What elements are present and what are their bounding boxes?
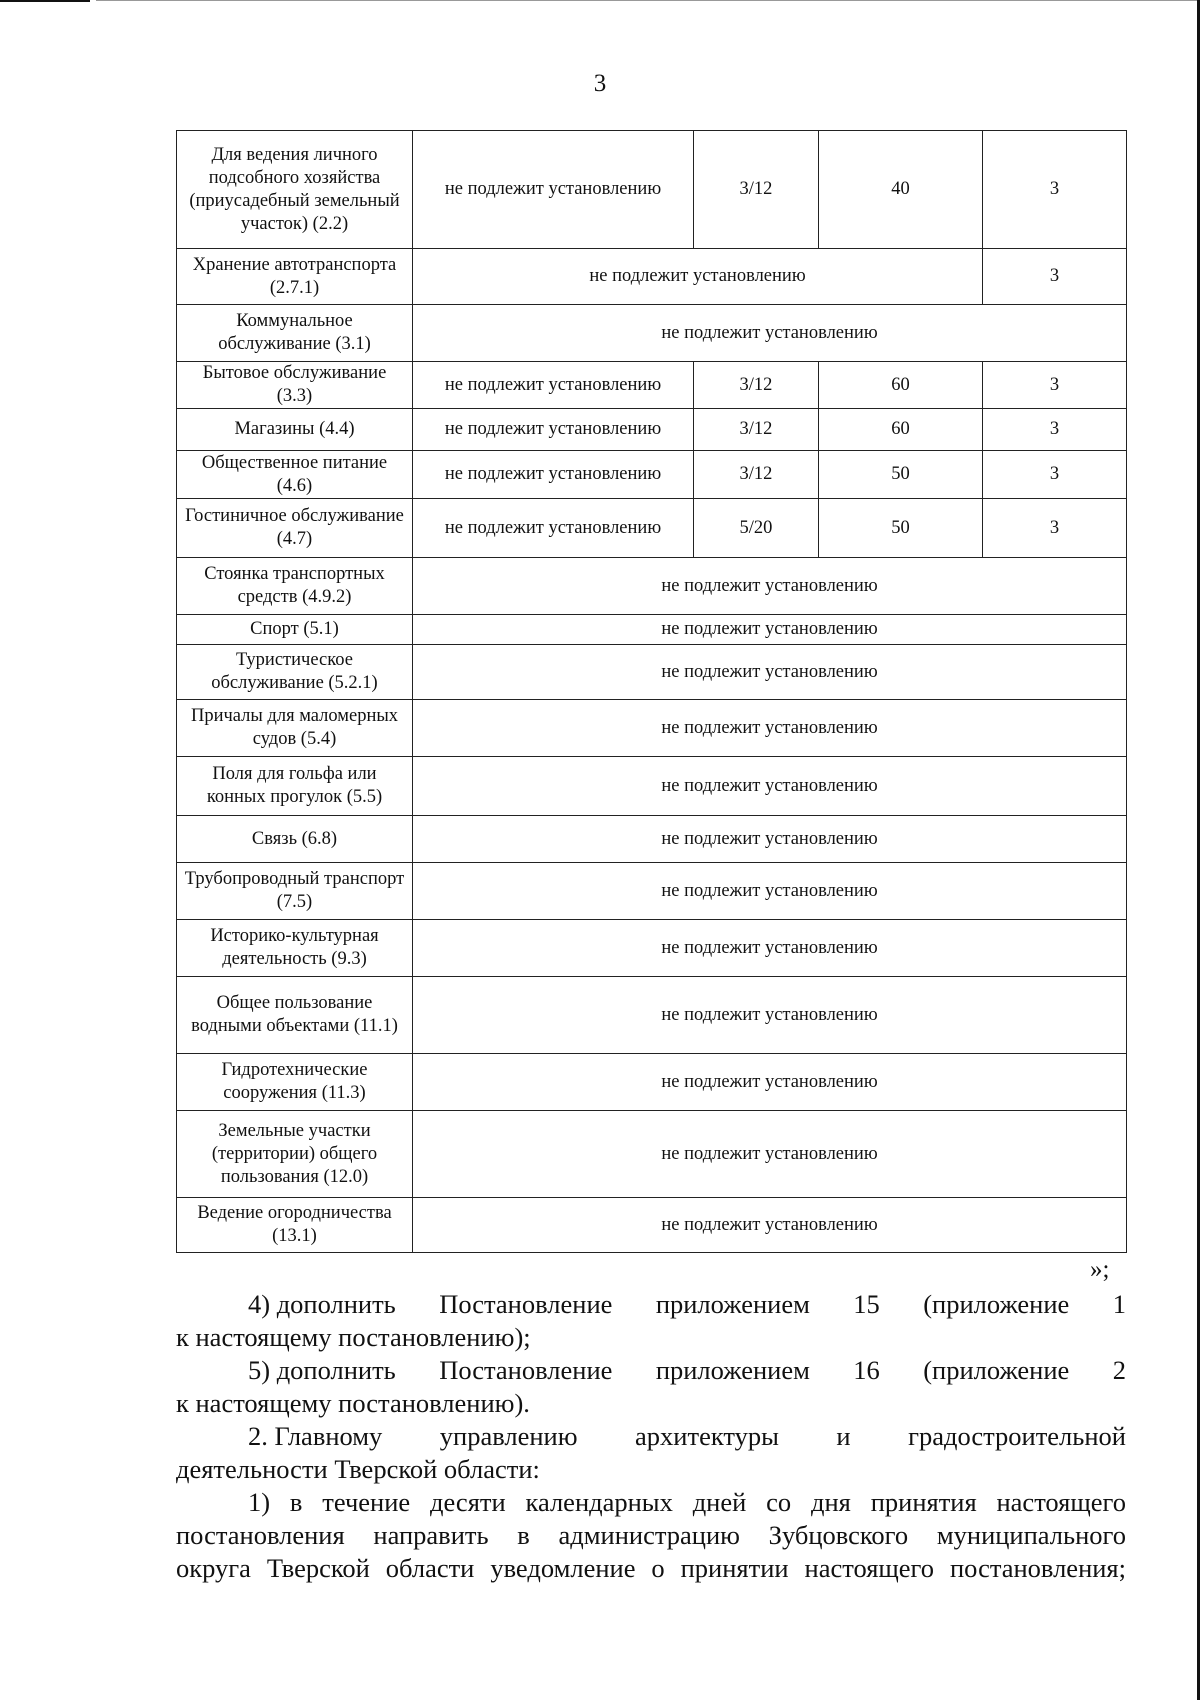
- merged-value-cell: не подлежит установлению: [413, 615, 1127, 645]
- merged-value-cell: не подлежит установлению: [413, 558, 1127, 615]
- scan-edge-top-thin: [96, 0, 1200, 1]
- table-row: [177, 305, 1127, 362]
- land-use-type-cell: Спорт (5.1): [177, 615, 413, 645]
- table-row: [177, 757, 1127, 816]
- coverage-percent-cell: 40: [819, 131, 983, 249]
- land-use-type-cell: Причалы для маломерных судов (5.4): [177, 700, 413, 757]
- paragraph-2-1-line-1: 1) в течение десяти календарных дней со дня принятия настоящего: [248, 1487, 1126, 1517]
- floors-height-cell: 5/20: [694, 499, 819, 558]
- paragraph-4-line-2: к настоящему постановлению);: [176, 1322, 531, 1352]
- table-row: [177, 558, 1127, 615]
- table-row: [177, 700, 1127, 757]
- paragraph-2-line-2: деятельности Тверской области:: [176, 1454, 540, 1484]
- building-parameter-cell: не подлежит установлению: [413, 409, 694, 451]
- table-row: [177, 409, 1127, 451]
- table-row: [177, 1054, 1127, 1111]
- paragraph-2-line-1: 2. Главному управлению архитектуры и градостроительной: [248, 1421, 1126, 1451]
- page-number: 3: [593, 70, 607, 97]
- closing-quote: »;: [1090, 1256, 1110, 1283]
- floors-height-cell: 3/12: [694, 451, 819, 499]
- paragraph-2-1-line-3: округа Тверской области уведомление о принятии настоящего постановления;: [176, 1553, 1126, 1583]
- land-use-type-cell: Общественное питание (4.6): [177, 451, 413, 499]
- land-use-type-cell: Земельные участки (территории) общего пользования (12.0): [177, 1111, 413, 1198]
- land-use-type-cell: Туристическое обслуживание (5.2.1): [177, 645, 413, 700]
- merged-value-cell: не подлежит установлению: [413, 757, 1127, 816]
- land-use-type-cell: Стоянка транспортных средств (4.9.2): [177, 558, 413, 615]
- scan-edge-top: [0, 0, 90, 2]
- table-row: [177, 816, 1127, 863]
- merged-value-cell: не подлежит установлению: [413, 249, 983, 305]
- table-row: [177, 920, 1127, 977]
- merged-value-cell: не подлежит установлению: [413, 700, 1127, 757]
- building-parameter-cell: не подлежит установлению: [413, 131, 694, 249]
- land-use-type-cell: Для ведения личного подсобного хозяйства (приусадебный земельный участок) (2.2): [177, 131, 413, 249]
- paragraph-5-line-1: 5) дополнить Постановление приложением 16 (приложение 2: [248, 1355, 1126, 1385]
- building-parameter-cell: не подлежит установлению: [413, 499, 694, 558]
- merged-value-cell: не подлежит установлению: [413, 863, 1127, 920]
- land-use-type-cell: Историко-культурная деятельность (9.3): [177, 920, 413, 977]
- setback-cell: 3: [983, 451, 1127, 499]
- coverage-percent-cell: 50: [819, 499, 983, 558]
- land-use-type-cell: Общее пользование водными объектами (11.1): [177, 977, 413, 1054]
- land-use-type-cell: Связь (6.8): [177, 816, 413, 863]
- table-row: [177, 362, 1127, 409]
- merged-value-cell: не подлежит установлению: [413, 920, 1127, 977]
- merged-value-cell: не подлежит установлению: [413, 816, 1127, 863]
- merged-value-cell: не подлежит установлению: [413, 1111, 1127, 1198]
- table-row: [177, 863, 1127, 920]
- land-use-type-cell: Коммунальное обслуживание (3.1): [177, 305, 413, 362]
- building-parameter-cell: не подлежит установлению: [413, 451, 694, 499]
- table-row: [177, 615, 1127, 645]
- table-row: [177, 451, 1127, 499]
- table-row: [177, 1198, 1127, 1253]
- setback-cell: 3: [983, 499, 1127, 558]
- paragraph-4-line-1: 4) дополнить Постановление приложением 15 (приложение 1: [248, 1289, 1126, 1319]
- table-row: [177, 645, 1127, 700]
- land-use-type-cell: Хранение автотранспорта (2.7.1): [177, 249, 413, 305]
- paragraph-5-line-2: к настоящему постановлению).: [176, 1388, 530, 1418]
- setback-cell: 3: [983, 131, 1127, 249]
- land-use-type-cell: Бытовое обслуживание (3.3): [177, 362, 413, 409]
- setback-cell: 3: [983, 409, 1127, 451]
- floors-height-cell: 3/12: [694, 131, 819, 249]
- table-row: [177, 249, 1127, 305]
- merged-value-cell: не подлежит установлению: [413, 645, 1127, 700]
- merged-value-cell: не подлежит установлению: [413, 1198, 1127, 1253]
- land-use-type-cell: Поля для гольфа или конных прогулок (5.5): [177, 757, 413, 816]
- coverage-percent-cell: 60: [819, 362, 983, 409]
- land-use-type-cell: Ведение огородничества (13.1): [177, 1198, 413, 1253]
- building-parameter-cell: не подлежит установлению: [413, 362, 694, 409]
- land-use-table: [176, 130, 1127, 1253]
- land-use-type-cell: Гидротехнические сооружения (11.3): [177, 1054, 413, 1111]
- table-row: [177, 977, 1127, 1054]
- table-row: [177, 499, 1127, 558]
- land-use-type-cell: Магазины (4.4): [177, 409, 413, 451]
- table-row: [177, 1111, 1127, 1198]
- setback-cell: 3: [983, 362, 1127, 409]
- coverage-percent-cell: 60: [819, 409, 983, 451]
- land-use-type-cell: Трубопроводный транспорт (7.5): [177, 863, 413, 920]
- setback-cell: 3: [983, 249, 1127, 305]
- body-text: [176, 1288, 1126, 1585]
- floors-height-cell: 3/12: [694, 409, 819, 451]
- merged-value-cell: не подлежит установлению: [413, 1054, 1127, 1111]
- merged-value-cell: не подлежит установлению: [413, 977, 1127, 1054]
- coverage-percent-cell: 50: [819, 451, 983, 499]
- floors-height-cell: 3/12: [694, 362, 819, 409]
- paragraph-2-1-line-2: постановления направить в администрацию Зубцовского муниципального: [176, 1520, 1126, 1550]
- merged-value-cell: не подлежит установлению: [413, 305, 1127, 362]
- table-row: [177, 131, 1127, 249]
- land-use-type-cell: Гостиничное обслуживание (4.7): [177, 499, 413, 558]
